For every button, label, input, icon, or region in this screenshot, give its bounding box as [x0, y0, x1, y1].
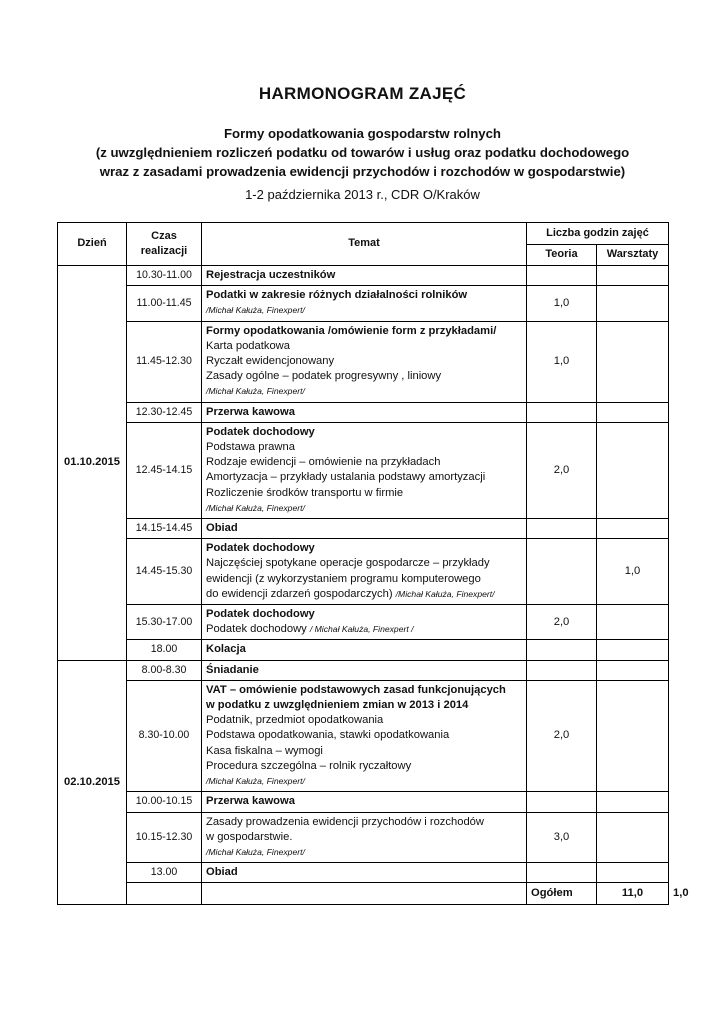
topic-line: do ewidencji zdarzeń gospodarczych)	[206, 587, 393, 600]
empty-cell	[127, 883, 202, 905]
topic-cell	[202, 286, 527, 321]
time-cell: 18.00	[127, 640, 202, 660]
table-row	[58, 863, 669, 883]
topic-title: Podatek dochodowy	[206, 608, 315, 621]
theory-cell: 2,0	[527, 680, 597, 791]
topic-author: /Michał Kałuża, Finexpert/	[206, 386, 305, 397]
time-cell: 10.15-12.30	[127, 812, 202, 863]
topic-title: Przerwa kawowa	[206, 795, 295, 808]
theory-cell: 2,0	[527, 605, 597, 640]
topic-title: Śniadanie	[206, 663, 259, 676]
topic-title: Obiad	[206, 522, 238, 535]
topic-line: Zasady prowadzenia ewidencji przychodów i rozchodów	[206, 815, 484, 828]
time-cell: 12.45-14.15	[127, 422, 202, 518]
workshops-cell	[597, 660, 669, 680]
time-cell: 14.15-14.45	[127, 519, 202, 539]
subtitle-line: (z uwzględnieniem rozliczeń podatku od towarów i usług oraz podatku dochodowego	[95, 145, 630, 160]
topic-cell	[202, 321, 527, 402]
topic-author: /Michał Kałuża, Finexpert/	[206, 776, 305, 787]
topic-title: Rejestracja uczestników	[206, 269, 336, 281]
header-hours: Liczba godzin zajęć	[527, 223, 669, 245]
time-cell: 11.45-12.30	[127, 321, 202, 402]
topic-line: Rozliczenie środków transportu w firmie	[206, 486, 404, 499]
time-cell: 12.30-12.45	[127, 402, 202, 422]
time-cell: 8.00-8.30	[127, 660, 202, 680]
topic-title: VAT – omówienie podstawowych zasad funkcjonujących	[206, 683, 506, 696]
theory-cell	[527, 863, 597, 883]
workshops-cell	[597, 321, 669, 402]
topic-title: Podatki w zakresie różnych działalności rolników	[206, 289, 468, 302]
workshops-cell	[597, 605, 669, 640]
theory-cell	[527, 519, 597, 539]
workshops-cell	[597, 519, 669, 539]
topic-line: Amortyzacja – przykłady ustalania podstawy amortyzacji	[206, 471, 486, 484]
theory-cell	[527, 402, 597, 422]
table-row	[58, 266, 669, 286]
header-time-line2: realizacji	[140, 245, 188, 257]
workshops-cell	[597, 792, 669, 812]
table-row	[58, 605, 669, 640]
topic-line: w gospodarstwie.	[206, 830, 293, 843]
topic-cell	[202, 812, 527, 863]
day-cell: 02.10.2015	[58, 660, 127, 905]
document-subtitle	[40, 124, 685, 181]
topic-author: /Michał Kałuża, Finexpert/	[206, 502, 305, 513]
workshops-cell	[597, 422, 669, 518]
empty-cell	[202, 883, 527, 905]
topic-line: Zasady ogólne – podatek progresywny , liniowy	[206, 370, 442, 383]
header-time-line1: Czas	[151, 229, 177, 242]
total-row: Ogółem 11,0 1,0	[58, 883, 669, 905]
topic-cell	[202, 422, 527, 518]
topic-cell	[202, 266, 527, 286]
topic-line: Podatek dochodowy	[206, 623, 307, 636]
header-time	[127, 223, 202, 266]
topic-cell	[202, 402, 527, 422]
table-row	[58, 321, 669, 402]
topic-author: /Michał Kałuża, Finexpert/	[206, 305, 305, 316]
topic-title: Formy opodatkowania /omówienie form z przykładami/	[206, 324, 497, 337]
time-cell: 10.00-10.15	[127, 792, 202, 812]
theory-cell: 1,0	[527, 321, 597, 402]
total-label-cell	[527, 883, 597, 905]
topic-author: /Michał Kałuża, Finexpert/	[395, 588, 495, 599]
total-label: Ogółem	[531, 887, 573, 900]
theory-cell	[527, 792, 597, 812]
topic-title: w podatku z uwzględnieniem zmian w 2013 i 2014	[206, 699, 469, 712]
theory-cell: 3,0	[527, 812, 597, 863]
header-workshops: Warsztaty	[597, 245, 669, 266]
topic-title: Kolacja	[206, 643, 246, 656]
event-date-location: 1-2 października 2013 r., CDR O/Kraków	[245, 187, 480, 202]
table-row	[58, 539, 669, 605]
table-row	[58, 640, 669, 660]
theory-cell	[527, 660, 597, 680]
topic-title: Obiad	[206, 866, 238, 879]
topic-line: ewidencji (z wykorzystaniem programu komputerowego	[206, 572, 481, 585]
schedule-table	[57, 222, 689, 905]
table-row	[58, 286, 669, 321]
subtitle-line: wraz z zasadami prowadzenia ewidencji przychodów i rozchodów w gospodarstwie)	[99, 164, 626, 179]
subtitle-line: Formy opodatkowania gospodarstw rolnych	[224, 126, 501, 141]
table-row	[58, 792, 669, 812]
topic-line: Najczęściej spotykane operacje gospodarcze – przykłady	[206, 557, 490, 570]
table-row	[58, 519, 669, 539]
topic-cell	[202, 680, 527, 791]
topic-line: Procedura szczególna – rolnik ryczałtowy	[206, 759, 412, 772]
topic-line: Karta podatkowa	[206, 339, 290, 352]
workshops-cell	[597, 812, 669, 863]
topic-cell	[202, 640, 527, 660]
workshops-cell	[597, 640, 669, 660]
workshops-cell: 1,0	[597, 539, 669, 605]
total-theory: 11,0	[597, 883, 669, 905]
topic-cell	[202, 605, 527, 640]
topic-cell	[202, 660, 527, 680]
table-row	[58, 680, 669, 791]
table-row	[58, 812, 669, 863]
header-theory: Teoria	[527, 245, 597, 266]
topic-line-with-author	[206, 622, 522, 637]
header-topic: Temat	[202, 223, 527, 266]
day-cell: 01.10.2015	[58, 266, 127, 661]
topic-line: Podstawa opodatkowania, stawki opodatkowania	[206, 729, 450, 742]
time-cell: 8.30-10.00	[127, 680, 202, 791]
topic-cell	[202, 863, 527, 883]
theory-cell	[527, 539, 597, 605]
topic-author: /Michał Kałuża, Finexpert/	[206, 846, 305, 857]
workshops-cell	[597, 286, 669, 321]
topic-line: Rodzaje ewidencji – omówienie na przykładach	[206, 456, 441, 469]
topic-cell	[202, 792, 527, 812]
topic-line: Ryczałt ewidencjonowany	[206, 355, 335, 368]
table-row	[58, 422, 669, 518]
document-title: HARMONOGRAM ZAJĘĆ	[258, 84, 467, 103]
topic-line: Podstawa prawna	[206, 441, 295, 454]
theory-cell	[527, 266, 597, 286]
time-cell: 10.30-11.00	[127, 266, 202, 286]
theory-cell	[527, 640, 597, 660]
time-cell: 13.00	[127, 863, 202, 883]
header-day: Dzień	[58, 223, 127, 266]
topic-line-with-author	[206, 587, 522, 602]
time-cell: 14.45-15.30	[127, 539, 202, 605]
topic-title: Przerwa kawowa	[206, 405, 295, 418]
table-row	[58, 402, 669, 422]
topic-cell	[202, 519, 527, 539]
workshops-cell	[597, 402, 669, 422]
topic-author: / Michał Kałuża, Finexpert /	[309, 624, 414, 635]
theory-cell: 2,0	[527, 422, 597, 518]
topic-line: Podatnik, przedmiot opodatkowania	[206, 714, 384, 727]
workshops-cell	[597, 863, 669, 883]
time-cell: 11.00-11.45	[127, 286, 202, 321]
topic-title: Podatek dochodowy	[206, 542, 315, 555]
topic-title: Podatek dochodowy	[206, 425, 315, 438]
topic-cell	[202, 539, 527, 605]
time-cell: 15.30-17.00	[127, 605, 202, 640]
workshops-cell	[597, 680, 669, 791]
table-row	[58, 660, 669, 680]
topic-line: Kasa fiskalna – wymogi	[206, 744, 323, 757]
workshops-cell	[597, 266, 669, 286]
theory-cell: 1,0	[527, 286, 597, 321]
